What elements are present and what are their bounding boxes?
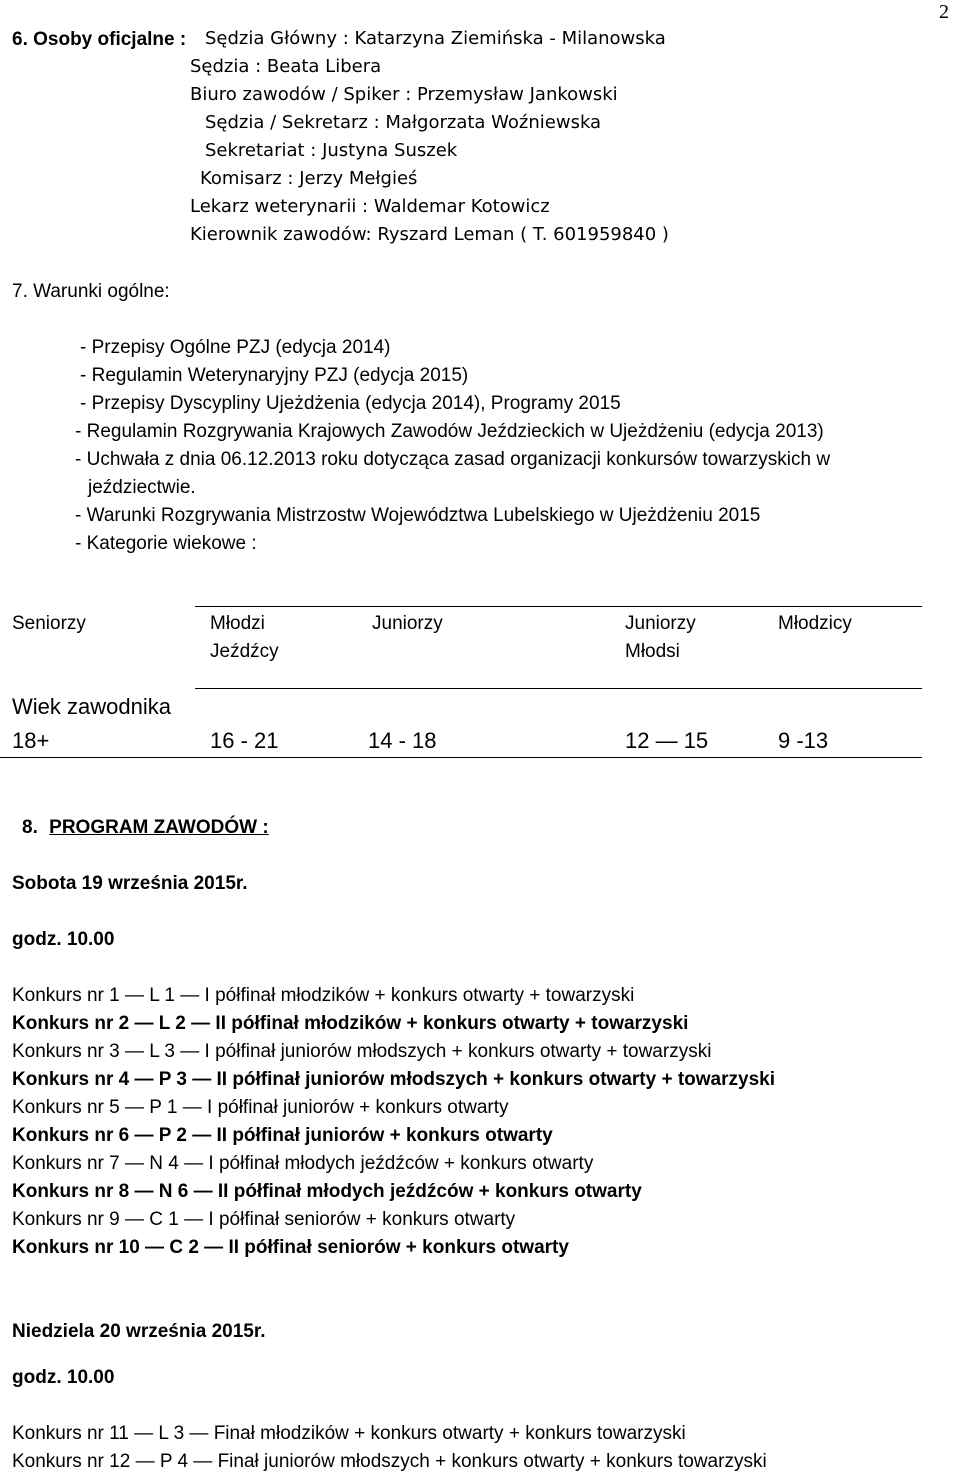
competition-item: Konkurs nr 4 — P 3 — II półfinał juniorów młodszych + konkurs otwarty + towarzyski — [12, 1069, 775, 1090]
competition-item: Konkurs nr 3 — L 3 — I półfinał juniorów młodszych + konkurs otwarty + towarzyski — [12, 1041, 712, 1062]
table-cell: 12 — 15 — [625, 728, 709, 753]
official-line: Sędzia : Beata Libera — [190, 56, 382, 77]
table-cell: 14 - 18 — [368, 728, 437, 753]
table-header-cell: Młodzi — [210, 613, 265, 634]
conditions-heading: 7. Warunki ogólne: — [12, 281, 170, 302]
official-line: Lekarz weterynarii : Waldemar Kotowicz — [190, 196, 550, 217]
program-heading — [22, 818, 269, 837]
official-line: Kierownik zawodów: Ryszard Leman ( T. 601959840 ) — [190, 224, 669, 245]
condition-item: - Przepisy Dyscypliny Ujeżdżenia (edycja 2014), Programy 2015 — [80, 393, 621, 414]
table-cell: 18+ — [12, 728, 50, 753]
condition-item: - Uchwała z dnia 06.12.2013 roku dotycząca zasad organizacji konkursów towarzyskich w — [75, 449, 831, 470]
saturday-date: Sobota 19 września 2015r. — [12, 873, 248, 894]
table-header-cell: Młodsi — [625, 641, 680, 662]
competition-item: Konkurs nr 6 — P 2 — II półfinał juniorów + konkurs otwarty — [12, 1125, 553, 1146]
condition-item: jeździectwie. — [88, 477, 196, 498]
table-mid-rule — [195, 688, 922, 689]
competition-item: Konkurs nr 5 — P 1 — I półfinał juniorów + konkurs otwarty — [12, 1097, 509, 1118]
officials-heading: 6. Osoby oficjalne : — [12, 29, 187, 50]
saturday-time: godz. 10.00 — [12, 929, 115, 950]
competition-item: Konkurs nr 10 — C 2 — II półfinał seniorów + konkurs otwarty — [12, 1237, 569, 1258]
condition-item: - Przepisy Ogólne PZJ (edycja 2014) — [80, 337, 391, 358]
competition-item: Konkurs nr 2 — L 2 — II półfinał młodzików + konkurs otwarty + towarzyski — [12, 1013, 689, 1034]
official-line: Sędzia Główny : Katarzyna Ziemińska - Milanowska — [205, 28, 666, 49]
table-header-cell: Juniorzy — [625, 613, 696, 634]
sunday-time: godz. 10.00 — [12, 1367, 115, 1388]
official-line: Sekretariat : Justyna Suszek — [205, 140, 458, 161]
competition-item: Konkurs nr 8 — N 6 — II półfinał młodych jeźdźców + konkurs otwarty — [12, 1181, 642, 1202]
condition-item: - Regulamin Rozgrywania Krajowych Zawodów Jeździeckich w Ujeżdżeniu (edycja 2013) — [75, 421, 824, 442]
table-cell: 16 - 21 — [210, 728, 279, 753]
condition-item: - Regulamin Weterynaryjny PZJ (edycja 2015) — [80, 365, 469, 386]
condition-item: - Warunki Rozgrywania Mistrzostw Województwa Lubelskiego w Ujeżdżeniu 2015 — [75, 505, 761, 526]
table-bottom-rule — [0, 757, 922, 758]
competition-item: Konkurs nr 11 — L 3 — Finał młodzików + konkurs otwarty + konkurs towarzyski — [12, 1423, 686, 1444]
table-row-label: Wiek zawodnika — [12, 694, 171, 719]
table-top-rule — [195, 606, 922, 607]
condition-item: - Kategorie wiekowe : — [75, 533, 257, 554]
official-line: Biuro zawodów / Spiker : Przemysław Jankowski — [190, 84, 618, 105]
official-line: Sędzia / Sekretarz : Małgorzata Woźniewska — [205, 112, 602, 133]
table-header-cell: Młodzicy — [778, 613, 852, 634]
competition-item: Konkurs nr 1 — L 1 — I półfinał młodzików + konkurs otwarty + towarzyski — [12, 985, 635, 1006]
sunday-date: Niedziela 20 września 2015r. — [12, 1321, 266, 1342]
competition-item: Konkurs nr 12 — P 4 — Finał juniorów młodszych + konkurs otwarty + konkurs towarzyski — [12, 1451, 767, 1472]
page-number: 2 — [939, 1, 949, 23]
program-heading-text: PROGRAM ZAWODÓW : — [49, 817, 269, 838]
table-header-cell: Seniorzy — [12, 613, 86, 634]
competition-item: Konkurs nr 9 — C 1 — I półfinał seniorów + konkurs otwarty — [12, 1209, 516, 1230]
competition-item: Konkurs nr 7 — N 4 — I półfinał młodych jeźdźców + konkurs otwarty — [12, 1153, 594, 1174]
official-line: Komisarz : Jerzy Mełgieś — [200, 168, 418, 189]
table-header-cell: Juniorzy — [372, 613, 443, 634]
table-header-cell: Jeźdźcy — [210, 641, 279, 662]
program-heading-number: 8. — [22, 817, 38, 838]
table-cell: 9 -13 — [778, 728, 829, 753]
